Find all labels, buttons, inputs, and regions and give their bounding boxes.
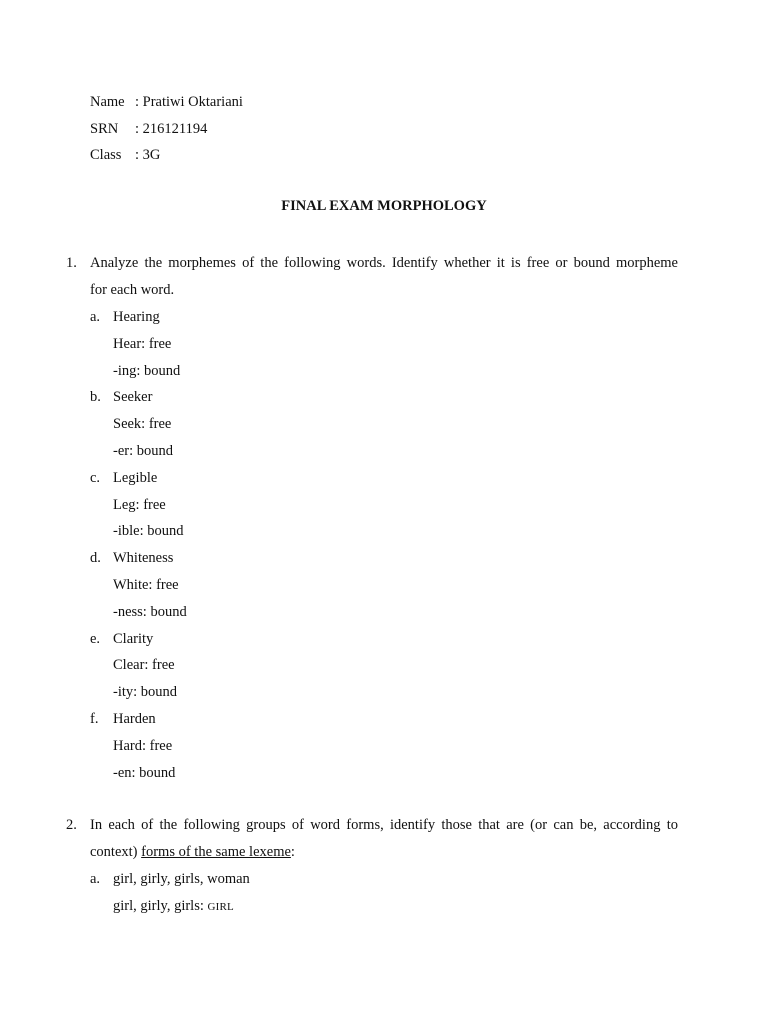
item-root-line xyxy=(66,735,678,762)
item-root: White: free xyxy=(113,576,179,593)
student-info xyxy=(90,91,243,171)
item-c xyxy=(66,467,678,547)
question-text-2 xyxy=(90,841,678,863)
item-letter: f. xyxy=(90,710,99,727)
item-a xyxy=(66,306,678,386)
question-text: In each of the following groups of word forms, identify those that are (or can be, according to xyxy=(90,817,678,833)
item-word-line xyxy=(66,306,678,333)
item-letter: b. xyxy=(90,389,101,406)
item-root: Leg: free xyxy=(113,496,166,513)
question-text: for each word. xyxy=(90,282,175,298)
question-line xyxy=(66,252,678,279)
name-row xyxy=(90,91,243,118)
question-2 xyxy=(66,814,678,922)
item-letter: d. xyxy=(90,550,101,567)
item-root-line xyxy=(66,654,678,681)
item-affix: -ity: bound xyxy=(113,684,178,701)
item-word-line xyxy=(66,868,678,895)
item-root: Hear: free xyxy=(113,335,172,352)
item-affix-line xyxy=(66,601,678,628)
item-letter: a. xyxy=(90,871,101,887)
document-title: FINAL EXAM MORPHOLOGY xyxy=(281,198,487,214)
question-1 xyxy=(66,252,678,788)
class-value: : 3G xyxy=(135,147,161,163)
item-word-line xyxy=(66,467,678,494)
item-affix: -ness: bound xyxy=(113,603,187,620)
item-answer xyxy=(113,895,234,918)
item-root-line xyxy=(66,413,678,440)
name-value: : Pratiwi Oktariani xyxy=(135,94,243,110)
item-d xyxy=(66,547,678,627)
underlined-phrase: forms of the same lexeme xyxy=(141,844,291,860)
srn-label: SRN xyxy=(90,120,119,137)
item-e xyxy=(66,628,678,708)
question-number: 1. xyxy=(66,255,77,271)
question-text-post: : xyxy=(290,844,295,860)
item-letter: c. xyxy=(90,469,101,486)
item-letter: a. xyxy=(90,309,101,325)
item-root: Clear: free xyxy=(113,657,175,674)
item-root-line xyxy=(66,574,678,601)
item-word-line xyxy=(66,708,678,735)
item-root-line xyxy=(66,333,678,360)
item-b xyxy=(66,386,678,466)
item-answer-line xyxy=(66,895,678,922)
question-text: Analyze the morphemes of the following words. Identify whether it is free or bound morpheme xyxy=(90,255,678,271)
item-word-line xyxy=(66,628,678,655)
item-word-line xyxy=(66,386,678,413)
question-line xyxy=(66,279,678,306)
question-line xyxy=(66,814,678,841)
item-affix: -en: bound xyxy=(113,764,176,781)
question-line xyxy=(66,841,678,868)
item-a xyxy=(66,868,678,922)
item-word: Hearing xyxy=(113,309,160,325)
answer-forms: girl, girly, girls: xyxy=(113,897,208,914)
question-number: 2. xyxy=(66,817,77,833)
item-f xyxy=(66,708,678,788)
item-affix-line xyxy=(66,762,678,789)
item-word: Harden xyxy=(113,710,156,727)
item-word: Clarity xyxy=(113,630,154,647)
item-words: girl, girly, girls, woman xyxy=(113,871,250,887)
question-text-pre: context) xyxy=(90,844,142,860)
item-root-line xyxy=(66,494,678,521)
item-letter: e. xyxy=(90,630,101,647)
item-word-line xyxy=(66,547,678,574)
item-affix: -ible: bound xyxy=(113,523,184,540)
item-affix-line xyxy=(66,440,678,467)
item-affix-line xyxy=(66,681,678,708)
srn-value: : 216121194 xyxy=(135,120,208,137)
item-affix: -ing: bound xyxy=(113,362,181,379)
class-label: Class xyxy=(90,147,122,163)
item-word: Legible xyxy=(113,469,158,486)
item-word: Seeker xyxy=(113,389,153,406)
item-affix: -er: bound xyxy=(113,442,173,459)
srn-row xyxy=(90,118,243,145)
item-root: Hard: free xyxy=(113,737,173,754)
item-affix-line xyxy=(66,360,678,387)
answer-lexeme: GIRL xyxy=(207,900,234,913)
name-label: Name xyxy=(90,94,125,110)
class-row xyxy=(90,144,243,171)
item-affix-line xyxy=(66,520,678,547)
item-word: Whiteness xyxy=(113,550,174,567)
item-root: Seek: free xyxy=(113,416,172,433)
